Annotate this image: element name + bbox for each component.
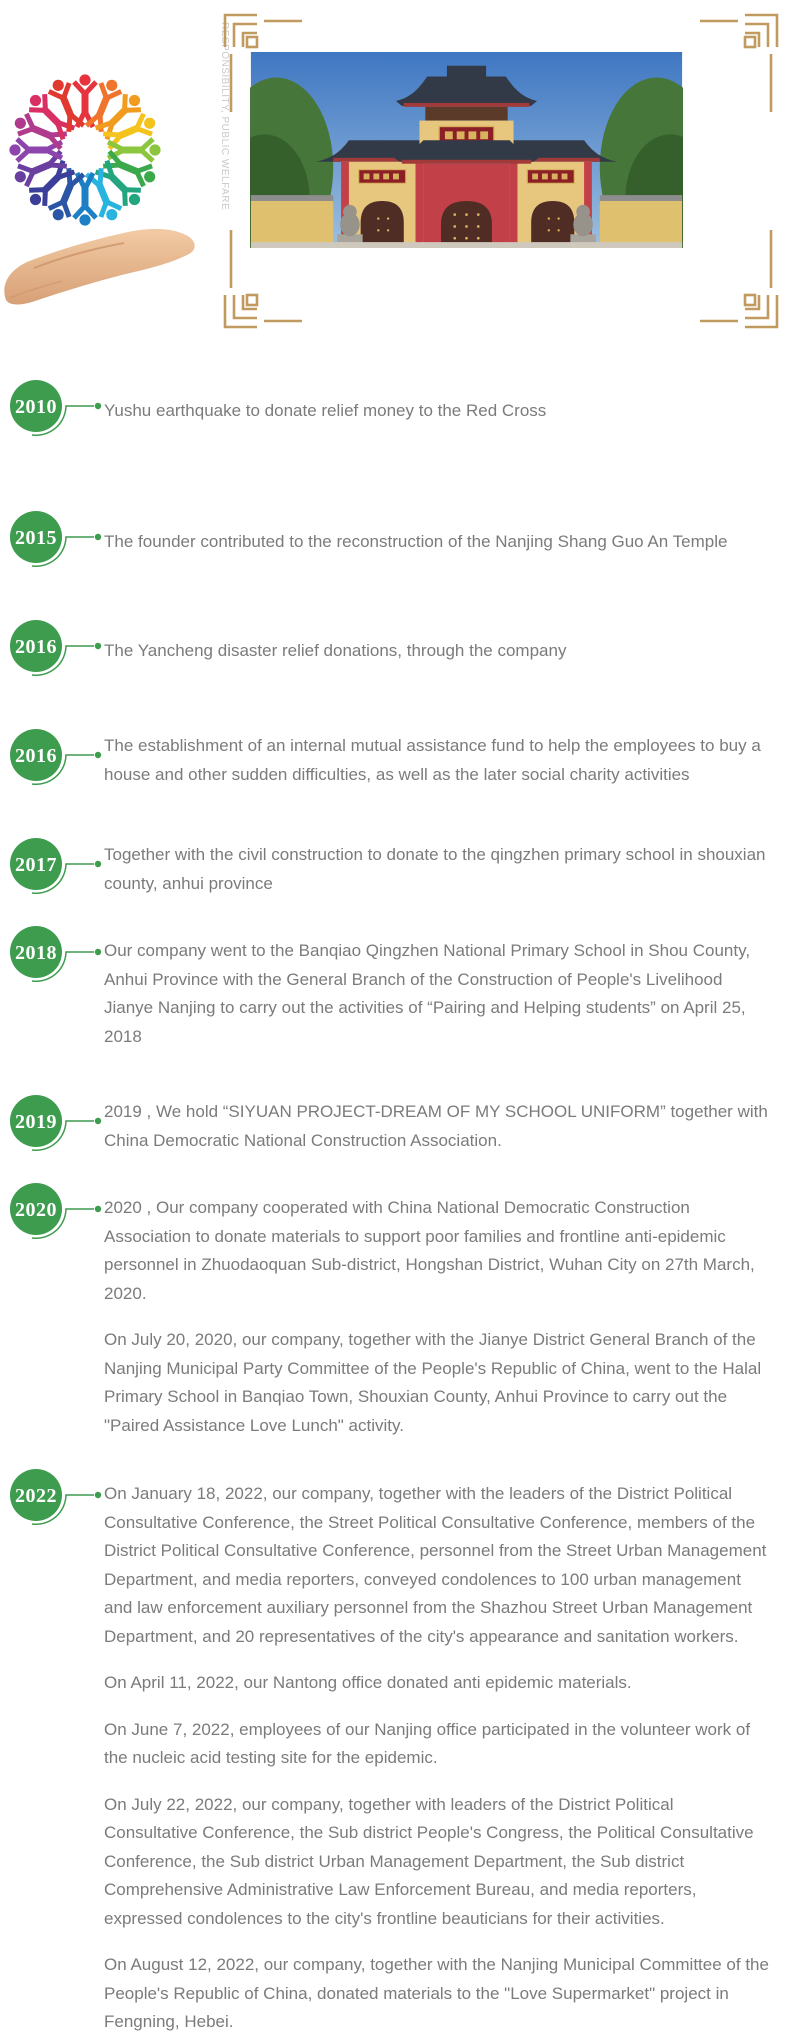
year-badge <box>8 719 104 802</box>
timeline-item <box>8 610 781 693</box>
timeline-connector-icon <box>8 373 104 451</box>
svg-text:2022: 2022 <box>15 1485 57 1507</box>
vertical-caption: RESPONSIBILITY, PUBLIC WELFARE <box>219 22 230 211</box>
timeline-text: On January 18, 2022, our company, together with the leaders of the District Political Consultative Conference, the Street Political Consultative Conference, members of the District Political Consultative Conference, personnel from the Street Urban Management Department, and media reporters, conveyed condolences to 100 urban management and law enforcement auxiliary personnel from the Shazhou Street Urban Management Department, and 20 representatives of the city's appearance and sanitation workers. <box>104 1484 767 1646</box>
photo-frame <box>0 0 789 340</box>
temple-plaque-right <box>527 170 574 184</box>
timeline-connector-icon <box>8 831 104 909</box>
svg-text:2016: 2016 <box>15 636 57 658</box>
svg-text:2010: 2010 <box>15 396 57 418</box>
timeline-item <box>8 370 781 453</box>
timeline-text: On July 20, 2020, our company, together with the Jianye District General Branch of the Nanjing Municipal Party Committee of the People's Republic of China, went to the Halal Primary School in Banqiao Town, Shouxian County, Anhui Province to carry out the "Paired Assistance Love Lunch" activity. <box>104 1330 762 1435</box>
corner-ornament-icon <box>700 230 780 330</box>
year-badge <box>8 1085 104 1168</box>
year-badge <box>8 1194 104 1259</box>
timeline-item <box>8 1085 781 1168</box>
timeline-text: On April 11, 2022, our Nantong office donated anti epidemic materials. <box>104 1673 632 1692</box>
timeline-text: On July 22, 2022, our company, together with leaders of the District Political Consultative Conference, the Sub district People's Congress, the Political Consultative Conference, the Sub district Urban Management Department, the Sub district Comprehensive Administrative Law Enforcement Bureau, and media reporters, expressed condolences to the city's frontline beauticians for their activities. <box>104 1794 754 1928</box>
timeline-item <box>8 828 781 911</box>
timeline-text: On June 7, 2022, employees of our Nanjing office participated in the volunteer work of the nucleic acid testing site for the epidemic. <box>104 1719 751 1767</box>
year-badge <box>8 1480 104 1545</box>
timeline-text: 2019 , We hold “SIYUAN PROJECT-DREAM OF MY SCHOOL UNIFORM” together with China Democratic National Construction Association. <box>104 1102 768 1150</box>
timeline-connector-icon <box>8 1176 104 1254</box>
timeline-text: The establishment of an internal mutual assistance fund to help the employees to buy a house and other sudden difficulties, as well as the later social charity activities <box>104 736 761 784</box>
timeline-connector-icon <box>8 613 104 691</box>
welfare-timeline <box>8 370 781 2037</box>
timeline-connector-icon <box>8 1088 104 1166</box>
timeline-text: Together with the civil construction to donate to the qingzhen primary school in shouxian county, anhui province <box>104 845 766 893</box>
year-badge <box>8 828 104 911</box>
temple-photo <box>250 52 683 248</box>
svg-text:2017: 2017 <box>15 854 57 876</box>
timeline-connector-icon <box>8 1462 104 1540</box>
year-badge <box>8 610 104 693</box>
timeline-text: The founder contributed to the reconstruction of the Nanjing Shang Guo An Temple <box>104 532 728 552</box>
timeline-connector-icon <box>8 919 104 997</box>
timeline-text: 2020 , Our company cooperated with China National Democratic Construction Association to donate materials to support poor families and frontline anti-epidemic personnel in Zhuodaoquan Sub-district, Hongshan District, Wuhan City on 27th March, 2020. <box>104 1198 755 1303</box>
temple-plaque-left <box>359 170 406 184</box>
corner-ornament-icon <box>700 12 780 112</box>
timeline-connector-icon <box>8 504 104 582</box>
timeline-item <box>8 937 781 1051</box>
svg-text:2016: 2016 <box>15 745 57 767</box>
timeline-item <box>8 719 781 802</box>
timeline-text: Yushu earthquake to donate relief money to the Red Cross <box>104 401 547 421</box>
timeline-text: On August 12, 2022, our company, together with the Nanjing Municipal Committee of the People's Republic of China, donated materials to the "Love Supermarket" project in Fengning, Hebei. <box>104 1955 769 2031</box>
timeline-connector-icon <box>8 722 104 800</box>
svg-text:2018: 2018 <box>15 942 57 964</box>
page-header <box>0 0 789 340</box>
timeline-text: The Yancheng disaster relief donations, through the company <box>104 641 567 661</box>
svg-text:2015: 2015 <box>15 527 57 549</box>
year-badge <box>8 501 104 584</box>
timeline-item <box>8 1480 781 2037</box>
timeline-item <box>8 1194 781 1440</box>
year-badge <box>8 937 104 1002</box>
timeline-item <box>8 501 781 584</box>
timeline-text: Our company went to the Banqiao Qingzhen National Primary School in Shou County, Anhui Province with the General Branch of the Construction of People's Livelihood Jianye Nanjing to carry out the activities of “Pairing and Helping students” on April 25, 2018 <box>104 941 751 1046</box>
svg-text:2020: 2020 <box>15 1199 57 1221</box>
svg-text:2019: 2019 <box>15 1111 57 1133</box>
year-badge <box>8 370 104 453</box>
